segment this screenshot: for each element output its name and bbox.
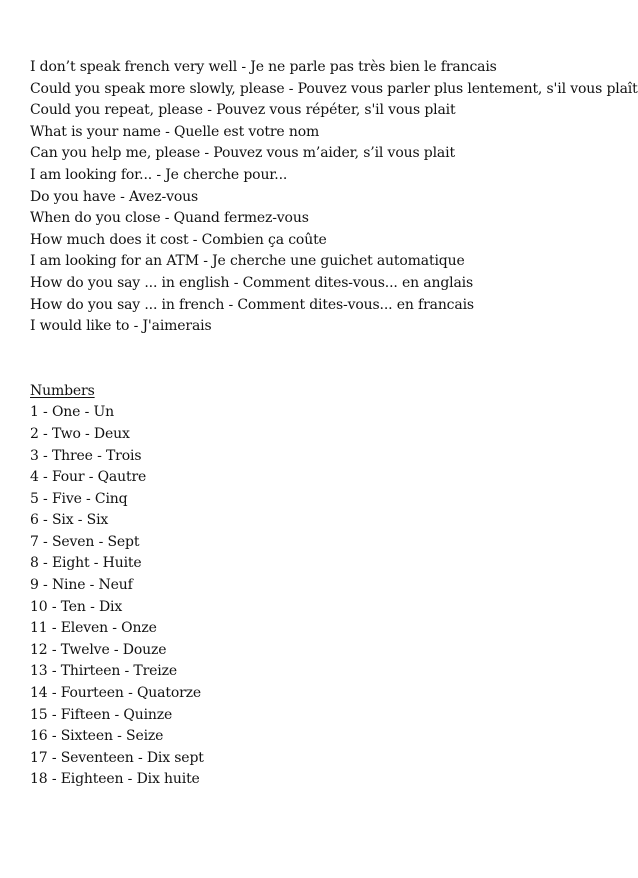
number-line: 5 - Five - Cinq bbox=[30, 490, 128, 507]
phrase-line: I don’t speak french very well - Je ne parle pas très bien le francais bbox=[30, 59, 497, 75]
phrase-line: I would like to - J'aimerais bbox=[30, 318, 212, 335]
phrase-line: Could you repeat, please - Pouvez vous répéter, s'il vous plait bbox=[30, 102, 456, 119]
phrase-line: What is your name - Quelle est votre nom bbox=[30, 123, 320, 140]
number-line: 1 - One - Un bbox=[30, 404, 114, 421]
number-line: 13 - Thirteen - Treize bbox=[30, 663, 177, 680]
phrase-line: When do you close - Quand fermez-vous bbox=[30, 210, 309, 227]
number-line: 2 - Two - Deux bbox=[30, 425, 130, 442]
phrase-line: How do you say ... in english - Comment dites-vous... en anglais bbox=[30, 274, 474, 291]
phrase-list bbox=[30, 57, 638, 338]
document-body bbox=[30, 57, 638, 791]
number-line: 12 - Twelve - Douze bbox=[30, 641, 167, 658]
phrase-line: I am looking for an ATM - Je cherche une guichet automatique bbox=[30, 253, 465, 270]
number-line: 7 - Seven - Sept bbox=[30, 533, 140, 550]
section-spacer bbox=[30, 338, 620, 381]
phrase-line: Do you have - Avez-vous bbox=[30, 188, 199, 205]
number-line: 11 - Eleven - Onze bbox=[30, 620, 157, 637]
number-line: 3 - Three - Trois bbox=[30, 447, 142, 464]
number-line: 4 - Four - Qautre bbox=[30, 469, 147, 486]
number-line: 8 - Eight - Huite bbox=[30, 555, 142, 572]
number-line: 15 - Fifteen - Quinze bbox=[30, 706, 173, 723]
number-line: 10 - Ten - Dix bbox=[30, 598, 123, 615]
number-line: 6 - Six - Six bbox=[30, 512, 109, 529]
number-line: 9 - Nine - Neuf bbox=[30, 577, 133, 594]
number-line: 14 - Fourteen - Quatorze bbox=[30, 685, 202, 702]
numbers-heading: Numbers bbox=[30, 382, 95, 399]
number-line: 17 - Seventeen - Dix sept bbox=[30, 749, 204, 766]
phrase-line: Can you help me, please - Pouvez vous m’aider, s’il vous plait bbox=[30, 145, 455, 162]
phrase-line: I am looking for... - Je cherche pour... bbox=[30, 166, 288, 183]
phrase-line: Could you speak more slowly, please - Pouvez vous parler plus lentement, s'il vous plaît bbox=[30, 80, 638, 97]
numbers-section bbox=[30, 381, 620, 791]
number-line: 18 - Eighteen - Dix huite bbox=[30, 771, 200, 788]
phrase-line: How much does it cost - Combien ça coûte bbox=[30, 231, 327, 248]
phrase-line: How do you say ... in french - Comment dites-vous... en francais bbox=[30, 296, 474, 313]
number-line: 16 - Sixteen - Seize bbox=[30, 728, 164, 745]
